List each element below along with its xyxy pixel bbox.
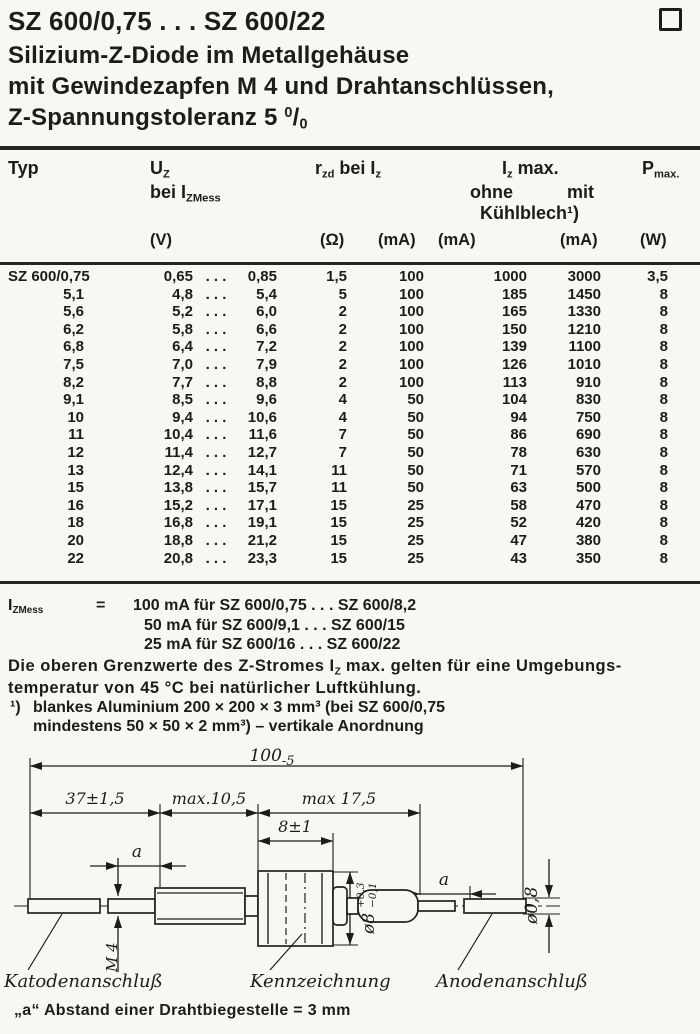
table-cell: 86 bbox=[510, 426, 527, 444]
outline-drawing bbox=[0, 746, 700, 998]
izmess-equals: = bbox=[96, 597, 106, 614]
table-cell: 8 bbox=[659, 320, 668, 338]
dim-body-label: max 17,5 bbox=[301, 789, 377, 808]
table-cell: 11,4 bbox=[164, 444, 193, 461]
col-uz: $U_Z$ bbox=[150, 158, 170, 181]
cathode-label: Katodenanschluß bbox=[4, 971, 163, 992]
table-cell: 1330 bbox=[567, 303, 601, 321]
table-cell: 25 bbox=[407, 514, 424, 532]
table-cell: . . . bbox=[205, 496, 227, 514]
subtitle-line-1: Silizium-Z-Diode im Metallgehäuse bbox=[8, 42, 410, 69]
table-cell: 3,5 bbox=[647, 268, 668, 285]
dim-lead-left-label: 37±1,5 bbox=[65, 789, 125, 808]
table-cell: 4 bbox=[338, 391, 347, 409]
footnote-line-2: mindestens 50 × 50 × 2 mm³) – vertikale Anordnung bbox=[33, 718, 424, 735]
table-cell: 750 bbox=[575, 408, 601, 426]
table-cell: 9,6 bbox=[256, 391, 277, 409]
table-cell: 910 bbox=[575, 373, 601, 391]
table-cell: 15 bbox=[330, 514, 347, 532]
izmess-line-2: 50 mA für SZ 600/9,1 . . . SZ 600/15 bbox=[144, 617, 405, 634]
table-cell: 50 bbox=[407, 426, 424, 444]
cell-typ: 12 bbox=[67, 444, 84, 461]
table-cell: 113 bbox=[502, 373, 527, 391]
table-cell: 19,1 bbox=[247, 514, 277, 532]
cell-typ: 5,6 bbox=[63, 303, 84, 321]
table-cell: . . . bbox=[205, 514, 227, 532]
table-cell: 350 bbox=[575, 549, 601, 567]
table-cell: 8 bbox=[659, 549, 668, 567]
table-cell: 100 bbox=[398, 338, 424, 356]
page-title: SZ 600/0,75 . . . SZ 600/22 bbox=[8, 6, 326, 36]
table-cell: 2 bbox=[338, 356, 347, 373]
table-cell: 8 bbox=[659, 532, 668, 549]
table-cell: 1210 bbox=[567, 320, 601, 338]
anode-wire-thin bbox=[418, 901, 455, 911]
cell-typ: 16 bbox=[67, 496, 84, 514]
table-cell: 6,6 bbox=[256, 320, 277, 338]
cathode-wire bbox=[28, 899, 100, 913]
table-cell: 380 bbox=[575, 532, 601, 549]
rule-under-header bbox=[0, 262, 700, 265]
table-cell: 2 bbox=[338, 338, 347, 356]
svg-text:+0,3: +0,3 bbox=[355, 882, 367, 908]
table-cell: 10,6 bbox=[247, 408, 277, 426]
cell-typ: SZ 600/0,75 bbox=[8, 268, 90, 285]
table-cell: 9,4 bbox=[172, 408, 193, 426]
table-cell: . . . bbox=[205, 532, 227, 549]
cell-typ: 10 bbox=[67, 408, 84, 426]
table-cell: 8 bbox=[659, 373, 668, 391]
table-cell: 4,8 bbox=[172, 285, 193, 303]
table-cell: 8 bbox=[659, 479, 668, 497]
table-cell: 8 bbox=[659, 408, 668, 426]
corner-square-icon bbox=[659, 8, 682, 31]
table-cell: 1450 bbox=[567, 285, 601, 303]
table-cell: 139 bbox=[501, 338, 527, 356]
table-cell: 100 bbox=[398, 373, 424, 391]
table-cell: 5 bbox=[338, 285, 347, 303]
table-cell: 6,4 bbox=[172, 338, 193, 356]
marking-label: Kennzeichnung bbox=[250, 971, 391, 992]
table-cell: . . . bbox=[205, 285, 227, 303]
rule-under-table bbox=[0, 581, 700, 584]
dim-body-dia-label bbox=[355, 882, 379, 935]
table-cell: 71 bbox=[510, 461, 527, 479]
subtitle-line-2: mit Gewindezapfen M 4 und Drahtanschlüssen, bbox=[8, 73, 555, 100]
table-cell: 15 bbox=[330, 496, 347, 514]
table-cell: 11 bbox=[331, 461, 347, 479]
table-cell: 63 bbox=[510, 479, 527, 497]
cell-typ: 11 bbox=[68, 426, 84, 444]
table-cell: 7 bbox=[338, 444, 347, 461]
table-cell: 12,7 bbox=[247, 444, 277, 461]
table-cell: 1010 bbox=[567, 356, 601, 373]
table-cell: 18,8 bbox=[163, 532, 193, 549]
table-cell: 100 bbox=[398, 303, 424, 321]
table-cell: 7,0 bbox=[172, 356, 193, 373]
thread-size-label: M 4 bbox=[103, 942, 121, 972]
table-cell: 2 bbox=[338, 303, 347, 321]
col-rzd: $r_{zd}$ bei $I_z$ bbox=[315, 158, 382, 181]
cell-typ: 8,2 bbox=[63, 373, 84, 391]
table-cell: 11,6 bbox=[248, 426, 277, 444]
table-cell: 50 bbox=[407, 408, 424, 426]
dim-overall-label: $100_{-5}$ bbox=[249, 746, 295, 769]
anode-label: Anodenanschluß bbox=[436, 971, 588, 992]
table-cell: 8 bbox=[659, 514, 668, 532]
table-cell: 2 bbox=[338, 373, 347, 391]
col-uz-condition: bei $I_{ZMess}$ bbox=[150, 182, 221, 205]
limit-note-line-2: temperatur von 45 °C bei natürlicher Luftkühlung. bbox=[8, 679, 422, 697]
footnote-mark: ¹) bbox=[10, 699, 21, 716]
table-cell: 8 bbox=[659, 461, 668, 479]
table-cell: 8,5 bbox=[172, 391, 193, 409]
unit-ma-iz: (mA) bbox=[378, 231, 416, 249]
table-cell: 50 bbox=[407, 444, 424, 461]
table-cell: 43 bbox=[510, 549, 527, 567]
cell-typ: 9,1 bbox=[63, 391, 84, 409]
cell-typ: 5,1 bbox=[63, 285, 84, 303]
table-cell: 23,3 bbox=[247, 549, 277, 567]
table-cell: 830 bbox=[575, 391, 601, 409]
table-cell: 50 bbox=[407, 391, 424, 409]
table-cell: 15 bbox=[330, 549, 347, 567]
col-typ: Typ bbox=[8, 158, 39, 178]
table-cell: 470 bbox=[575, 496, 601, 514]
svg-text:ø8: ø8 bbox=[359, 912, 379, 934]
table-cell: 78 bbox=[510, 444, 527, 461]
rule-under-title bbox=[0, 146, 700, 150]
table-cell: 690 bbox=[575, 426, 601, 444]
unit-ma-mit: (mA) bbox=[560, 231, 598, 249]
table-cell: . . . bbox=[205, 426, 227, 444]
cell-typ: 20 bbox=[67, 532, 84, 549]
cell-typ: 18 bbox=[67, 514, 84, 532]
izmess-label: $I_{ZMess}$ bbox=[8, 597, 44, 617]
table-cell: 165 bbox=[501, 303, 527, 321]
unit-v: (V) bbox=[150, 231, 172, 249]
col-izmax-mit: mit bbox=[567, 182, 594, 202]
table-cell: 50 bbox=[407, 479, 424, 497]
table-cell: 100 bbox=[398, 285, 424, 303]
diode-body bbox=[28, 871, 526, 946]
percent-denominator: 0 bbox=[299, 116, 308, 133]
cell-typ: 6,8 bbox=[63, 338, 84, 356]
table-cell: . . . bbox=[205, 479, 227, 497]
table-cell: 25 bbox=[407, 549, 424, 567]
table-cell: 100 bbox=[398, 356, 424, 373]
percent-numerator: 0 bbox=[284, 105, 293, 122]
table-cell: 500 bbox=[575, 479, 601, 497]
table-cell: 11 bbox=[331, 479, 347, 497]
table-cell: . . . bbox=[205, 444, 227, 461]
table-cell: 13,8 bbox=[163, 479, 193, 497]
unit-ma-ohne: (mA) bbox=[438, 231, 476, 249]
cell-typ: 6,2 bbox=[63, 320, 84, 338]
table-cell: 5,4 bbox=[256, 285, 277, 303]
flange-section bbox=[333, 887, 347, 925]
table-cell: 0,85 bbox=[247, 268, 277, 285]
table-cell: 58 bbox=[510, 496, 527, 514]
table-cell: 47 bbox=[510, 532, 527, 549]
table-cell: 25 bbox=[407, 496, 424, 514]
table-cell: 100 bbox=[398, 320, 424, 338]
table-cell: 15,7 bbox=[247, 479, 277, 497]
table-cell: 21,2 bbox=[247, 532, 277, 549]
table-cell: 20,8 bbox=[163, 549, 193, 567]
table-cell: 50 bbox=[407, 461, 424, 479]
table-cell: 150 bbox=[501, 320, 527, 338]
table-cell: 5,2 bbox=[172, 303, 193, 321]
neck-section bbox=[245, 896, 258, 916]
table-cell: . . . bbox=[205, 408, 227, 426]
col-pmax: $P_{max.}$ bbox=[642, 158, 680, 181]
table-cell: 6,0 bbox=[256, 303, 277, 321]
table-cell: 420 bbox=[575, 514, 601, 532]
table-cell: 8 bbox=[659, 496, 668, 514]
table-cell: 15,2 bbox=[163, 496, 193, 514]
table-cell: 8 bbox=[659, 426, 668, 444]
table-cell: 1000 bbox=[493, 268, 527, 285]
table-cell: . . . bbox=[205, 320, 227, 338]
table-cell: 3000 bbox=[567, 268, 601, 285]
col-izmax-kuehlblech: Kühlblech¹) bbox=[480, 203, 579, 223]
table-cell: 8 bbox=[659, 356, 668, 373]
anode-wire bbox=[464, 899, 526, 913]
table-cell: . . . bbox=[205, 391, 227, 409]
table-cell: 104 bbox=[501, 391, 527, 409]
drawing-caption: „a“ Abstand einer Drahtbiegestelle = 3 mm bbox=[14, 1002, 351, 1019]
table-cell: 94 bbox=[510, 408, 527, 426]
table-cell: 10,4 bbox=[163, 426, 193, 444]
table-cell: 12,4 bbox=[163, 461, 193, 479]
table-cell: . . . bbox=[205, 373, 227, 391]
table-cell: 16,8 bbox=[163, 514, 193, 532]
cell-typ: 7,5 bbox=[63, 356, 84, 373]
cell-typ: 22 bbox=[67, 549, 84, 567]
table-cell: 7 bbox=[338, 426, 347, 444]
table-cell: 7,9 bbox=[256, 356, 277, 373]
table-cell: . . . bbox=[205, 338, 227, 356]
table-cell: 8 bbox=[659, 444, 668, 461]
col-izmax-ohne: ohne bbox=[470, 182, 513, 202]
table-cell: 8 bbox=[659, 391, 668, 409]
dim-wire-dia-label: ø0,8 bbox=[522, 886, 542, 924]
table-cell: 8 bbox=[659, 303, 668, 321]
svg-text:−0,1: −0,1 bbox=[367, 882, 379, 908]
table-cell: . . . bbox=[205, 461, 227, 479]
table-cell: 126 bbox=[501, 356, 527, 373]
cell-typ: 15 bbox=[67, 479, 84, 497]
izmess-line-1: 100 mA für SZ 600/0,75 . . . SZ 600/8,2 bbox=[133, 597, 417, 614]
table-cell: 185 bbox=[501, 285, 527, 303]
table-cell: 25 bbox=[407, 532, 424, 549]
unit-w: (W) bbox=[640, 231, 667, 249]
dim-thread-label: max.10,5 bbox=[171, 789, 247, 808]
table-cell: 8,8 bbox=[256, 373, 277, 391]
dim-marking-label: 8±1 bbox=[278, 817, 312, 836]
table-cell: 7,7 bbox=[172, 373, 193, 391]
table-cell: 14,1 bbox=[247, 461, 277, 479]
table-cell: 570 bbox=[575, 461, 601, 479]
table-cell: 15 bbox=[330, 532, 347, 549]
subtitle-line-3: Z-Spannungstoleranz 5 $^0$/0 bbox=[8, 104, 308, 133]
col-izmax: $I_z$ max. bbox=[502, 158, 559, 181]
table-cell: . . . bbox=[205, 356, 227, 373]
table-cell: 8 bbox=[659, 338, 668, 356]
table-cell: . . . bbox=[205, 549, 227, 567]
footnote-line-1: blankes Aluminium 200 × 200 × 3 mm³ (bei SZ 600/0,75 bbox=[33, 699, 446, 716]
table-cell: 100 bbox=[398, 268, 424, 285]
table-cell: 2 bbox=[338, 320, 347, 338]
table-cell: 630 bbox=[575, 444, 601, 461]
unit-ohm: (Ω) bbox=[320, 231, 345, 249]
dim-a-left-label: a bbox=[131, 842, 143, 862]
table-cell: . . . bbox=[205, 303, 227, 321]
cell-typ: 13 bbox=[67, 461, 84, 479]
izmess-line-3: 25 mA für SZ 600/16 . . . SZ 600/22 bbox=[144, 636, 401, 653]
table-cell: 7,2 bbox=[256, 338, 277, 356]
table-cell: . . . bbox=[205, 268, 227, 285]
table-cell: 0,65 bbox=[163, 268, 193, 285]
cathode-stub bbox=[108, 899, 155, 913]
table-cell: 5,8 bbox=[172, 320, 193, 338]
dim-a-right-label: a bbox=[438, 870, 450, 890]
table-cell: 17,1 bbox=[247, 496, 277, 514]
table-cell: 4 bbox=[338, 408, 347, 426]
table-cell: 52 bbox=[510, 514, 527, 532]
table-cell: 1,5 bbox=[326, 268, 347, 285]
table-cell: 1100 bbox=[568, 338, 601, 356]
limit-note-line-1: Die oberen Grenzwerte des Z-Stromes $I_Z$ max. gelten für eine Umgebungs- bbox=[8, 657, 622, 678]
table-cell: 8 bbox=[659, 285, 668, 303]
